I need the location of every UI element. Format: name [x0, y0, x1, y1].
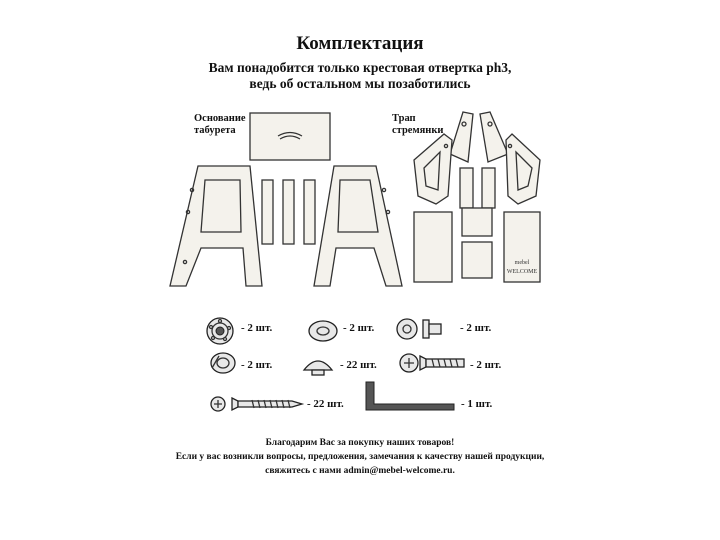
countersunk-bolt-qty: - 2 шт. [470, 359, 502, 371]
ladder-left-side [414, 134, 452, 204]
footer-questions: Если у вас возникли вопросы, предложения, замечания к качеству нашей продукции, [175, 452, 545, 462]
hex-key-icon [362, 378, 458, 414]
stool-label-line-1: Основание [194, 113, 246, 124]
lock-washer-qty: - 2 шт. [241, 359, 273, 371]
ladder-board-1 [414, 212, 452, 282]
bearing-qty: - 2 шт. [241, 322, 273, 334]
wood-screw-icon [208, 392, 304, 416]
ladder-label-line-1: Трап [392, 113, 416, 124]
footer-thanks: Благодарим Вас за покупку наших товаров! [265, 438, 455, 448]
bolt-nut-icon [395, 316, 445, 342]
page-title: Комплектация [296, 33, 424, 54]
washer-qty: - 2 шт. [343, 322, 375, 334]
ladder-step-small-2 [482, 168, 495, 208]
washer-icon [307, 318, 339, 344]
subtitle-line-1: Вам понадобится только крестовая отвертка ph3, [208, 60, 512, 75]
ladder-right-side [506, 134, 540, 204]
countersunk-bolt-icon [398, 350, 468, 376]
ladder-step-small-1 [460, 168, 473, 208]
bearing-icon [203, 316, 237, 346]
lock-washer-icon [207, 350, 239, 376]
stamp-line-2: WELCOME [506, 269, 538, 275]
wood-screw-qty: - 22 шт. [307, 398, 344, 410]
footer-contact: свяжитесь с нами admin@mebel-welcome.ru. [265, 466, 455, 476]
hex-key-qty: - 1 шт. [461, 398, 493, 410]
stamp-line-1: mebel [514, 260, 530, 266]
screw-cap-qty: - 22 шт. [340, 359, 377, 371]
stool-label-line-2: табурета [194, 125, 236, 136]
screw-cap-icon [300, 350, 336, 378]
ladder-upper-right-rail [480, 112, 508, 162]
ladder-board-3 [462, 242, 492, 278]
subtitle-line-2: ведь об остальном мы позаботились [249, 76, 471, 91]
ladder-upper-left-rail [450, 112, 473, 162]
bolt-nut-qty: - 2 шт. [460, 322, 492, 334]
ladder-board-2 [462, 208, 492, 236]
ladder-label-line-2: стремянки [392, 125, 444, 136]
